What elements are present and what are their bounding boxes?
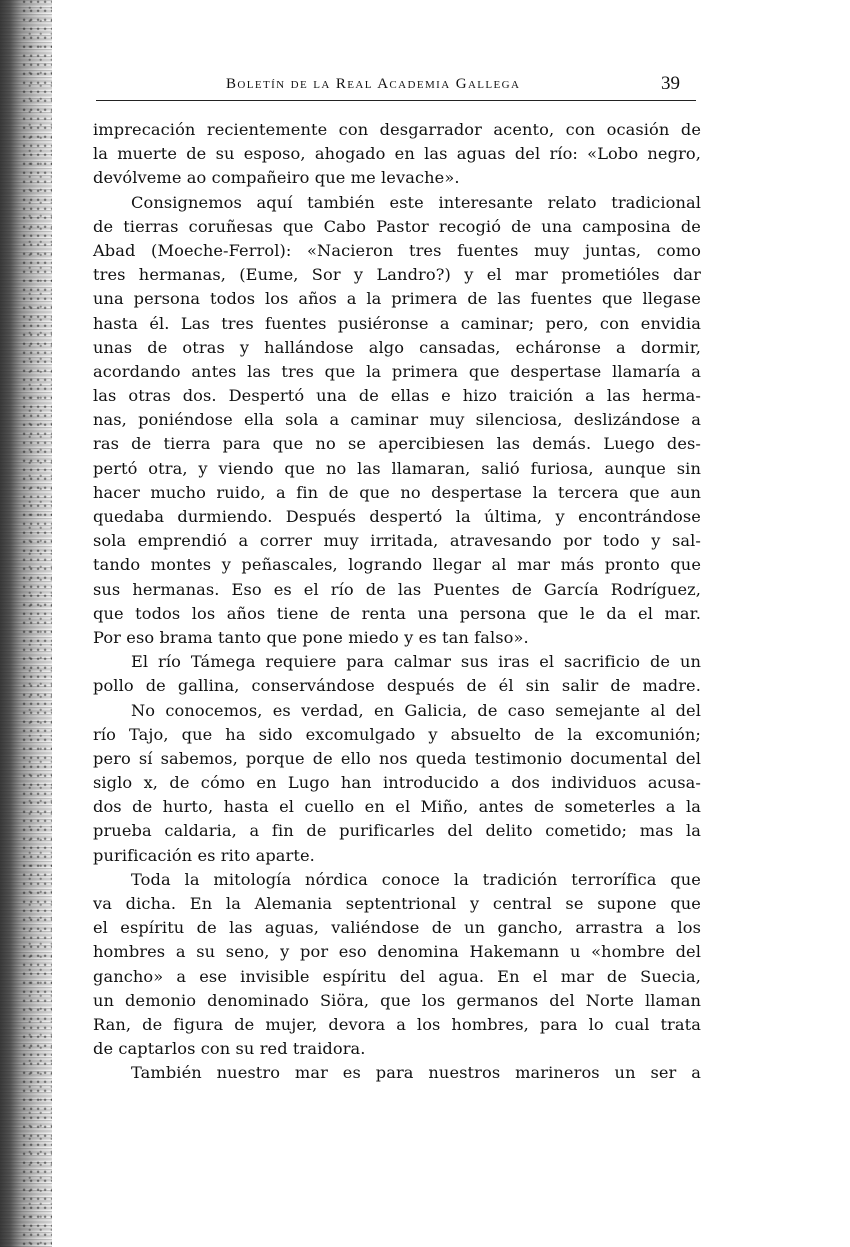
text-line: devólveme ao compañeiro que me levache». (93, 168, 460, 188)
text-line: hombres a su seno, y por eso denomina Hakemann u «hombre del (93, 942, 701, 962)
text-line: de tierras coruñesas que Cabo Pastor recogió de una camposina de (93, 216, 701, 236)
paragraph-start-line: Toda la mitología nórdica conoce la tradición terrorífica que (131, 869, 701, 889)
paragraph-start-line: El río Támega requiere para calmar sus iras el sacrificio de un (131, 652, 701, 672)
paragraph-start-line: No conocemos, es verdad, en Galicia, de caso semejante al del (131, 700, 701, 720)
scan-binding-texture (22, 0, 52, 1247)
text-line: sus hermanas. Eso es el río de las Puentes de García Rodríguez, (93, 579, 701, 599)
text-line: hasta él. Las tres fuentes pusiéronse a caminar; pero, con envidia (93, 313, 701, 333)
text-line: nas, poniéndose ella sola a caminar muy silenciosa, deslizándose a (93, 410, 701, 430)
text-line: la muerte de su esposo, ahogado en las aguas del río: «Lobo negro, (93, 144, 701, 164)
text-line: una persona todos los años a la primera de las fuentes que llegase (93, 289, 701, 309)
text-line: imprecación recientemente con desgarrador acento, con ocasión de (93, 120, 701, 139)
text-line: prueba caldaria, a fin de purificarles del delito cometido; mas la (93, 821, 701, 841)
text-line: va dicha. En la Alemania septentrional y central se supone que (93, 894, 701, 913)
running-title: Boletín de la Real Academia Gallega (226, 76, 521, 92)
page-header (96, 72, 696, 102)
text-line: Abad (Moeche-Ferrol): «Nacieron tres fuentes muy juntas, como (93, 240, 701, 260)
text-line: hacer mucho ruido, a fin de que no despertase la tercera que aun (93, 482, 701, 502)
body-text (93, 118, 701, 1086)
text-line: pollo de gallina, conservándose después de él sin salir de madre. (93, 676, 701, 696)
text-line: un demonio denominado Siöra, que los germanos del Norte llaman (93, 990, 701, 1010)
text-line: tando montes y peñascales, logrando llegar al mar más pronto que (93, 555, 701, 575)
text-line: río Tajo, que ha sido excomulgado y absuelto de la excomunión; (93, 724, 701, 744)
header-rule (96, 100, 696, 101)
text-line: Ran, de figura de mujer, devora a los hombres, para lo cual trata (93, 1014, 701, 1034)
text-line: dos de hurto, hasta el cuello en el Miño, antes de someterles a la (93, 797, 701, 817)
text-line: Por eso brama tanto que pone miedo y es tan falso». (93, 627, 529, 647)
text-line: unas de otras y hallándose algo cansadas, echáronse a dormir, (93, 337, 701, 357)
text-line: tres hermanas, (Eume, Sor y Landro?) y el mar prometióles dar (93, 265, 701, 285)
text-line: las otras dos. Despertó una de ellas e hizo traición a las herma- (93, 386, 701, 406)
text-line: el espíritu de las aguas, valiéndose de un gancho, arrastra a los (93, 918, 701, 938)
text-line: purificación es rito aparte. (93, 845, 315, 865)
text-line: quedaba durmiendo. Después despertó la última, y encontrándose (93, 507, 701, 526)
text-line: pero sí sabemos, porque de ello nos queda testimonio documental del (93, 748, 701, 768)
text-line: siglo x, de cómo en Lugo han introducido a dos individuos acusa- (93, 773, 701, 793)
page-number: 39 (661, 73, 680, 94)
text-line: ras de tierra para que no se apercibiesen las demás. Luego des- (93, 434, 701, 454)
paragraph-start-line: También nuestro mar es para nuestros marineros un ser a (131, 1063, 701, 1083)
text-line: pertó otra, y viendo que no las llamaran, salió furiosa, aunque sin (93, 458, 701, 478)
paragraph-start-line: Consignemos aquí también este interesante relato tradicional (131, 192, 701, 212)
text-line: sola emprendió a correr muy irritada, atravesando por todo y sal- (93, 531, 701, 551)
text-line: que todos los años tiene de renta una persona que le da el mar. (93, 603, 701, 623)
text-line: gancho» a ese invisible espíritu del agua. En el mar de Suecia, (93, 966, 701, 986)
text-line: acordando antes las tres que la primera que despertase llamaría a (93, 361, 701, 381)
text-line: de captarlos con su red traidora. (93, 1039, 366, 1059)
